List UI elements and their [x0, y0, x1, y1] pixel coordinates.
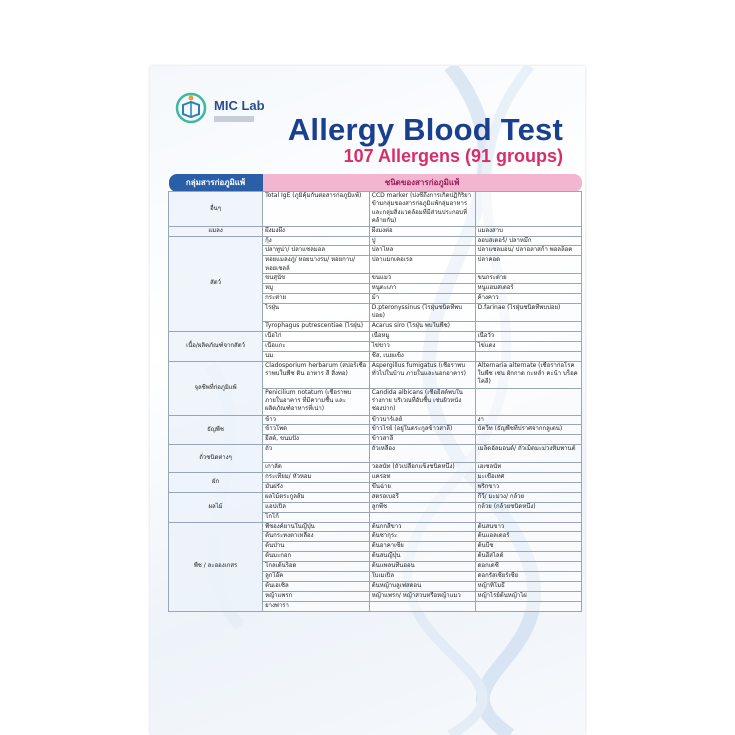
allergen-cell: มะเขือเทศ: [475, 473, 581, 483]
allergen-cell: [369, 601, 475, 611]
allergen-cell: ข้าวไรย์ (อยู่ในตระกูลข้าวสาลี): [369, 425, 475, 435]
allergen-cell: เนื้อแกะ: [263, 341, 370, 351]
allergen-cell: ข้าว: [263, 415, 370, 425]
group-name-cell: เนื้อ/ผลิตภัณฑ์จากสัตว์: [169, 331, 263, 361]
allergen-cell: ต้นป่าน: [263, 542, 370, 552]
allergen-cell: D.farinae (ไรฝุ่นชนิดที่พบบ่อย): [475, 303, 581, 321]
allergen-cell: ต้นสนขาว: [475, 522, 581, 532]
allergen-cell: หญ้าไรย์ต้นหญ้าไผ่: [475, 591, 581, 601]
allergen-cell: ต้นหญ้าบลูเฟสดอน: [369, 581, 475, 591]
allergen-cell: หนูตะเภา: [369, 284, 475, 294]
allergen-cell: [475, 512, 581, 522]
group-name-cell: แมลง: [169, 226, 263, 236]
allergen-cell: ถั่ว: [263, 445, 370, 463]
allergen-cell: ปู: [369, 236, 475, 246]
allergen-cell: ปลาคอด: [475, 256, 581, 274]
allergen-cell: ถั่วเหลือง: [369, 445, 475, 463]
allergen-cell: ต้นซากุระ: [369, 532, 475, 542]
table-row: [169, 192, 582, 227]
allergen-cell: บัควีท (ธัญพืชที่ปราศจากกลูเตน): [475, 425, 581, 435]
allergen-cell: ยางพารา: [263, 601, 370, 611]
allergen-cell: ดอกเดซี่: [475, 562, 581, 572]
allergen-cell: พืชองค์ยานในญี่ปุ่น: [263, 522, 370, 532]
header-type: ชนิดของสารก่อภูมิแพ้: [263, 174, 582, 192]
allergen-cell: งา: [475, 415, 581, 425]
allergen-cell: สตรอเบอรี่: [369, 492, 475, 502]
allergen-cell: [475, 192, 581, 227]
allergen-cell: ต้นอีสไลด์: [475, 552, 581, 562]
allergen-cell: [369, 512, 475, 522]
allergen-cell: โกลเด้นร็อด: [263, 562, 370, 572]
allergen-cell: [475, 351, 581, 361]
allergen-cell: แครอท: [369, 473, 475, 483]
allergen-cell: ค้างคาว: [475, 294, 581, 304]
allergen-cell: ปลาทูน่า/ ปลาแซลมอล: [263, 246, 370, 256]
table-row: [169, 473, 582, 483]
table-row: [169, 226, 582, 236]
allergen-cell: กล้วย (กล้วยชนิดหนึ่ง): [475, 502, 581, 512]
header-group: กลุ่มสารก่อภูมิแพ้: [169, 174, 263, 192]
allergen-cell: ขนสุนัข: [263, 274, 370, 284]
allergen-cell: พริกขาว: [475, 482, 581, 492]
group-name-cell: สัตว์: [169, 236, 263, 331]
allergen-cell: ม้า: [369, 294, 475, 304]
allergen-cell: เนื้อหมู: [369, 331, 475, 341]
allergen-cell: เนื้อวัว: [475, 331, 581, 341]
allergen-cell: แอปเปิ้ล: [263, 502, 370, 512]
allergen-cell: นม: [263, 351, 370, 361]
allergen-cell: ขนกระต่าย: [475, 274, 581, 284]
allergen-cell: ลูกพีช: [369, 502, 475, 512]
allergen-cell: ต้นบีช: [475, 542, 581, 552]
group-name-cell: ถั่วชนิดต่างๆ: [169, 445, 263, 473]
poster: [150, 66, 585, 735]
book-circle-icon: [174, 91, 208, 125]
allergen-cell: Tyrophagus putrescentiae (ไรฝุ่น): [263, 321, 370, 331]
allergen-cell: ยีสต์, ขนมปัง: [263, 435, 370, 445]
allergen-cell: ต้นแอลเดอร์: [475, 532, 581, 542]
allergen-cell: กุ้ง: [263, 236, 370, 246]
table-row: [169, 445, 582, 463]
allergen-cell: เฮเซลนัท: [475, 463, 581, 473]
allergen-cell: ไข่แดง: [475, 341, 581, 351]
allergen-cell: ต้นสนญี่ปุ่น: [369, 552, 475, 562]
group-name-cell: อื่นๆ: [169, 192, 263, 227]
allergen-cell: กีวี/ มะม่วง/ กล้วย: [475, 492, 581, 502]
allergen-cell: ต้นแพลนทีนออน: [369, 562, 475, 572]
allergen-cell: [475, 388, 581, 415]
allergen-cell: [475, 435, 581, 445]
allergen-cell: เมล็ดอัลมอนด์/ ถั่วเม็ดมะม่วงหิมพานต์: [475, 445, 581, 463]
allergen-cell: ต้นเฮเซิล: [263, 581, 370, 591]
allergen-cell: ไรฝุ่น: [263, 303, 370, 321]
table-body: [169, 192, 582, 612]
allergen-cell: ผึ้งมงผึ้ง: [263, 226, 370, 236]
brand-subtext: [214, 116, 254, 122]
allergen-cell: หอยแมลงภู่/ หอยนางรม/ หอยกาบ/ หอยเชลล์: [263, 256, 370, 274]
allergen-cell: ดอกรัสเซียร์เซีย: [475, 572, 581, 582]
allergen-cell: ไข่ขาว: [369, 341, 475, 351]
allergen-cell: ใบเมเปิ้ล: [369, 572, 475, 582]
allergen-cell: Cladosporium herbarum (สปอร์เชื้อราพบในพืช ดิน อาหาร สี สิ่งทอ): [263, 361, 370, 388]
group-name-cell: ผัก: [169, 473, 263, 493]
allergen-cell: หญ้าทิโมธี: [475, 581, 581, 591]
table-row: [169, 522, 582, 532]
allergen-cell: แมลงสาบ: [475, 226, 581, 236]
allergen-cell: D.pteronyssinus (ไรฝุ่นชนิดที่พบบ่อย): [369, 303, 475, 321]
table-row: [169, 415, 582, 425]
allergen-cell: Aspergillus fumigatus (เชื้อราพบทั่วไปในบ้าน ภายในและนอกอาคาร): [369, 361, 475, 388]
allergen-cell: ต้นกกสีขาว: [369, 522, 475, 532]
allergen-cell: ข้าวสาลี: [369, 435, 475, 445]
table-row: [169, 492, 582, 502]
table-header-row: [169, 174, 582, 192]
allergen-cell: กระต่าย: [263, 294, 370, 304]
mic-lab-logo: [174, 88, 265, 128]
allergen-cell: ปลาแซลมอน/ ปลาอลาสก้า พอลล็อค: [475, 246, 581, 256]
allergen-cell: ต้นกระทงตาเหลือง: [263, 532, 370, 542]
allergen-cell: ต้นอาคาเซีย: [369, 542, 475, 552]
allergen-cell: ข้าวบาร์เลย์: [369, 415, 475, 425]
allergen-cell: ปลาไหล: [369, 246, 475, 256]
allergen-cell: กระเทียม/ หัวหอม: [263, 473, 370, 483]
page-title: Allergy Blood Test: [287, 112, 563, 147]
allergen-cell: ขนแมว: [369, 274, 475, 284]
table-row: [169, 361, 582, 388]
group-name-cell: จุลชีพที่ก่อภูมิแพ้: [169, 361, 263, 415]
allergen-cell: ปลาแมกเคอเรล: [369, 256, 475, 274]
allergen-cell: ชีส, เนยแข็ง: [369, 351, 475, 361]
allergen-cell: ลอบสเตอร์/ ปลาหมึก: [475, 236, 581, 246]
allergen-cell: หญ้าแพรก/ หญ้าสวนหรือหญ้าแมว: [369, 591, 475, 601]
allergen-cell: CCD marker (บ่งชี้ถึงการเกิดปฏิกิริยาข้ามกลุ่มของสารก่อภูมิแพ้กลุ่มอาหารและกลุ่มสิ่งแวดล้อมที่มีส่วนประกอบที่คล้ายกัน): [369, 192, 475, 227]
allergen-cell: เกาลัด: [263, 463, 370, 473]
allergen-cell: ผลไม้ตระกูลส้ม: [263, 492, 370, 502]
group-name-cell: ธัญพืช: [169, 415, 263, 445]
group-name-cell: ผลไม้: [169, 492, 263, 522]
allergen-table: [168, 174, 582, 612]
allergen-cell: เนื้อไก่: [263, 331, 370, 341]
allergen-cell: [475, 601, 581, 611]
allergen-cell: วอลนัท (ถั่วเปลือกแข็งชนิดหนึ่ง): [369, 463, 475, 473]
brand-name: MIC Lab: [214, 97, 265, 113]
table-row: [169, 236, 582, 246]
allergen-cell: ลูกโอ๊ค: [263, 572, 370, 582]
table-row: [169, 331, 582, 341]
allergen-cell: ต้นมะกอก: [263, 552, 370, 562]
allergen-cell: Acarus siro (ไรฝุ่น พบในพืช): [369, 321, 475, 331]
allergen-cell: [475, 321, 581, 331]
allergen-cell: ข้าวโพด: [263, 425, 370, 435]
allergen-cell: Candida albicans (เชื้อยีสต์พบในร่างกาย บริเวณที่อับชื้น เช่นผิวหนัง ช่องปาก): [369, 388, 475, 415]
allergen-cell: หญ้าแพรก: [263, 591, 370, 601]
allergen-cell: ผึ้งมงต่อ: [369, 226, 475, 236]
allergen-cell: โกโก้: [263, 512, 370, 522]
allergen-cell: Total IgE (ภูมิคุ้มกันต่อสารก่อภูมิแพ้): [263, 192, 370, 227]
group-name-cell: พืช / ละอองเกสร: [169, 522, 263, 611]
allergen-cell: หมู: [263, 284, 370, 294]
allergen-cell: ขึ้นฉ่าย: [369, 482, 475, 492]
page-subtitle: 107 Allergens (91 groups): [343, 146, 563, 166]
allergen-cell: มันฝรั่ง: [263, 482, 370, 492]
allergen-cell: Penicilium notatum (เชื้อราพบภายในอาคาร ที่มีความชื้น และผลิตภัณฑ์อาหารที่เน่า): [263, 388, 370, 415]
allergen-cell: Alternaria alternate (เชื้อราก่อโรคในพืช เช่น ผักกาด กะหล่ำ คะน้า บร็อคโคลี): [475, 361, 581, 388]
allergen-cell: หนูแฮมสเตอร์: [475, 284, 581, 294]
